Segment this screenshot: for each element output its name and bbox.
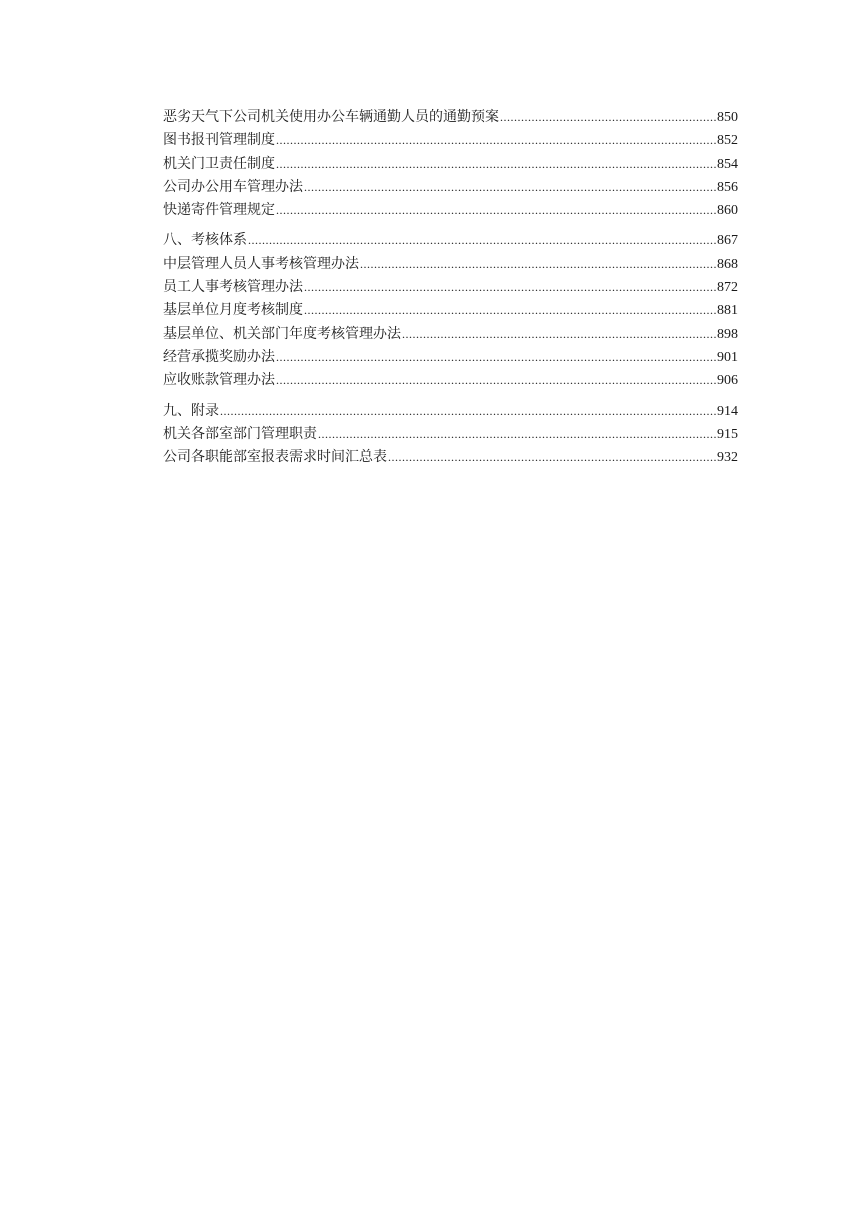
toc-entry-title: 基层单位月度考核制度 bbox=[163, 302, 303, 319]
table-of-contents bbox=[163, 106, 738, 469]
toc-entry-page-number: 932 bbox=[717, 450, 738, 466]
toc-entry-page-number: 867 bbox=[717, 233, 738, 249]
toc-entry-title: 八、考核体系 bbox=[163, 232, 247, 249]
toc-entry-title: 中层管理人员人事考核管理办法 bbox=[163, 255, 359, 272]
toc-group-section-8 bbox=[163, 229, 738, 392]
toc-dot-leader bbox=[360, 253, 716, 276]
toc-entry[interactable] bbox=[163, 153, 738, 176]
toc-entry-page-number: 872 bbox=[717, 280, 738, 296]
toc-dot-leader bbox=[304, 176, 716, 199]
toc-group-section-9 bbox=[163, 400, 738, 470]
toc-dot-leader bbox=[220, 400, 716, 423]
toc-entry-page-number: 850 bbox=[717, 110, 738, 125]
toc-dot-leader bbox=[276, 129, 716, 152]
toc-entry[interactable] bbox=[163, 446, 738, 469]
toc-entry-title: 经营承揽奖励办法 bbox=[163, 348, 275, 365]
toc-entry[interactable] bbox=[163, 176, 738, 199]
toc-entry-title: 机关门卫责任制度 bbox=[163, 155, 275, 172]
toc-entry[interactable] bbox=[163, 129, 738, 152]
toc-entry[interactable] bbox=[163, 106, 738, 129]
toc-dot-leader bbox=[318, 423, 716, 446]
toc-dot-leader bbox=[248, 229, 716, 252]
toc-entry-page-number: 856 bbox=[717, 179, 738, 195]
toc-dot-leader bbox=[276, 346, 716, 369]
toc-entry-title: 机关各部室部门管理职责 bbox=[163, 425, 317, 442]
toc-entry-page-number: 914 bbox=[717, 403, 738, 419]
toc-entry-title: 恶劣天气下公司机关使用办公车辆通勤人员的通勤预案 bbox=[163, 109, 499, 125]
toc-entry-title: 员工人事考核管理办法 bbox=[163, 279, 303, 296]
toc-entry-page-number: 915 bbox=[717, 426, 738, 442]
toc-entry-title: 应收账款管理办法 bbox=[163, 372, 275, 389]
toc-section-heading[interactable] bbox=[163, 400, 738, 423]
toc-entry-page-number: 852 bbox=[717, 133, 738, 149]
toc-dot-leader bbox=[388, 446, 716, 469]
toc-entry-title: 图书报刊管理制度 bbox=[163, 132, 275, 149]
toc-entry-page-number: 901 bbox=[717, 349, 738, 365]
toc-entry-page-number: 860 bbox=[717, 203, 738, 219]
toc-entry[interactable] bbox=[163, 423, 738, 446]
toc-entry[interactable] bbox=[163, 369, 738, 392]
toc-entry-page-number: 854 bbox=[717, 156, 738, 172]
toc-dot-leader bbox=[276, 199, 716, 222]
toc-entry-page-number: 906 bbox=[717, 373, 738, 389]
toc-dot-leader bbox=[276, 369, 716, 392]
toc-entry-page-number: 881 bbox=[717, 303, 738, 319]
toc-entry[interactable] bbox=[163, 253, 738, 276]
toc-entry[interactable] bbox=[163, 199, 738, 222]
toc-entry-title: 快递寄件管理规定 bbox=[163, 202, 275, 219]
toc-dot-leader bbox=[304, 299, 716, 322]
toc-section-heading[interactable] bbox=[163, 229, 738, 252]
toc-entry-title: 公司各职能部室报表需求时间汇总表 bbox=[163, 449, 387, 466]
toc-entry-page-number: 898 bbox=[717, 326, 738, 342]
toc-entry-title: 公司办公用车管理办法 bbox=[163, 178, 303, 195]
toc-entry[interactable] bbox=[163, 346, 738, 369]
toc-entry[interactable] bbox=[163, 323, 738, 346]
toc-entry-title: 基层单位、机关部门年度考核管理办法 bbox=[163, 325, 401, 342]
toc-dot-leader bbox=[276, 153, 716, 176]
toc-dot-leader bbox=[304, 276, 716, 299]
toc-entry[interactable] bbox=[163, 276, 738, 299]
toc-dot-leader bbox=[402, 323, 716, 346]
toc-dot-leader bbox=[500, 106, 716, 129]
toc-entry-page-number: 868 bbox=[717, 256, 738, 272]
toc-entry-title: 九、附录 bbox=[163, 402, 219, 419]
toc-group-section-7 bbox=[163, 106, 738, 222]
toc-entry[interactable] bbox=[163, 299, 738, 322]
